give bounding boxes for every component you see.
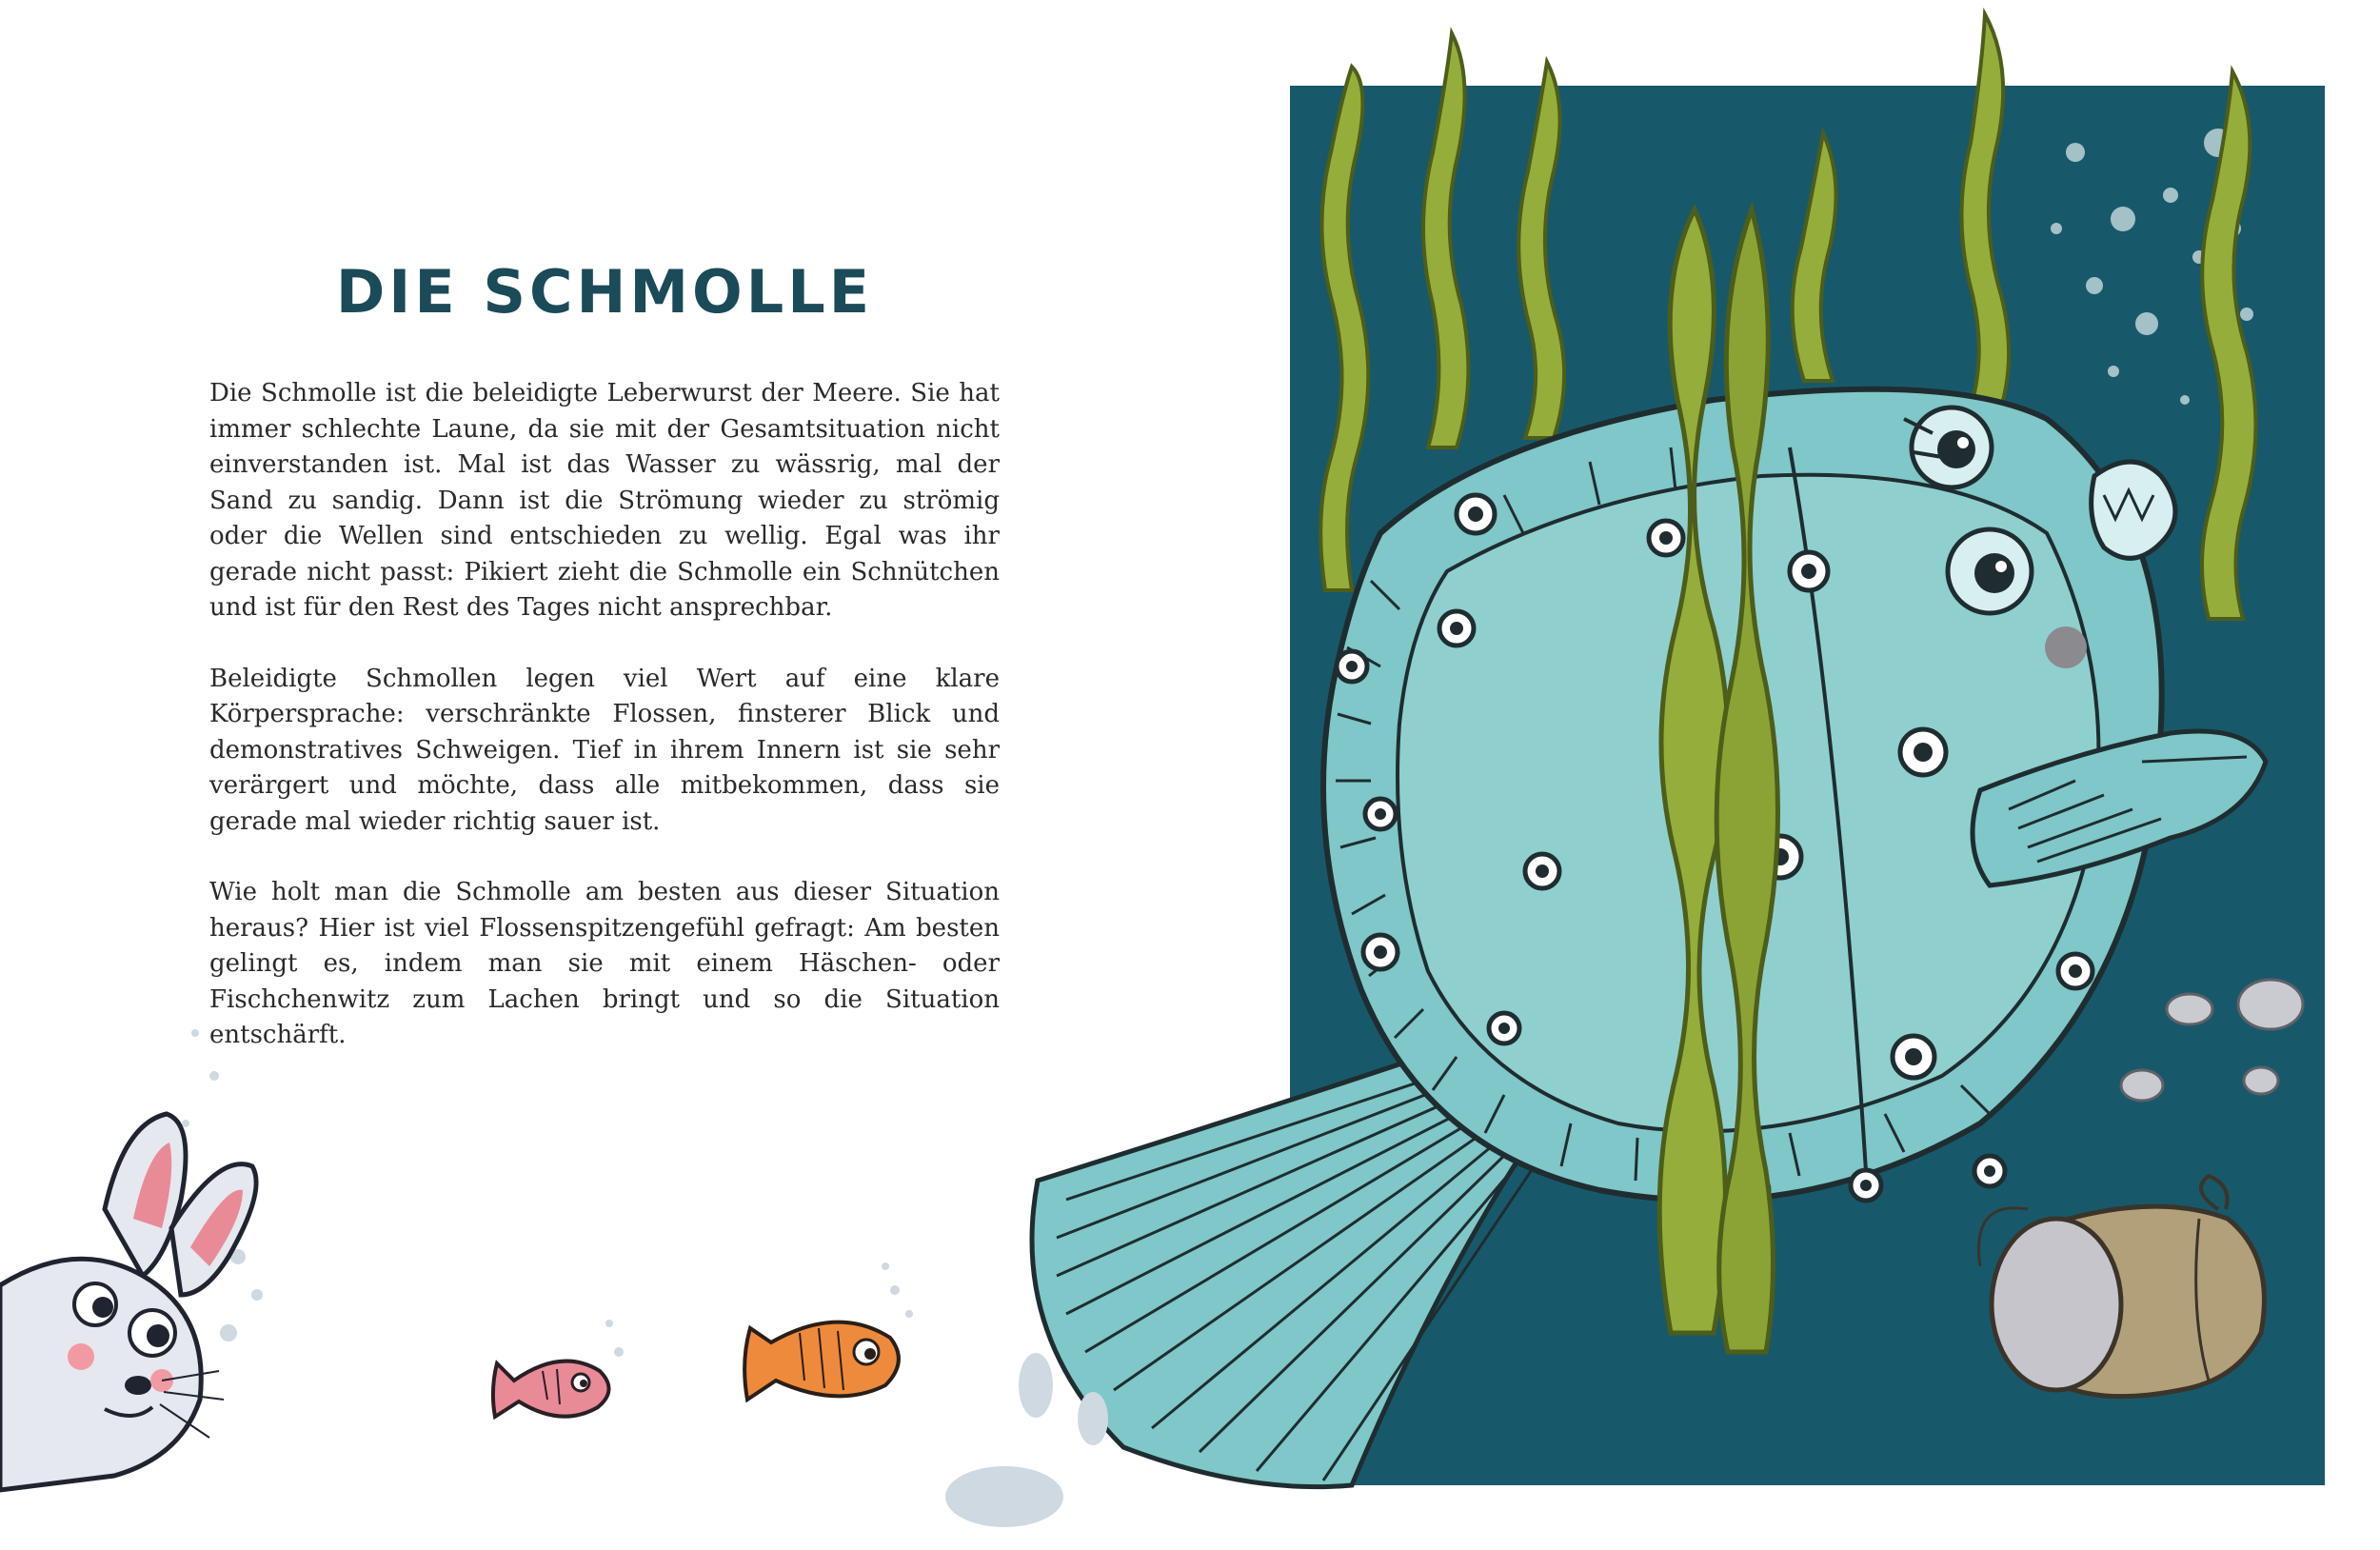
fish-mouth [2092,462,2175,558]
bubble-icon [605,1320,613,1327]
bubble-icon [614,1347,624,1357]
pebble-icon [2167,994,2212,1024]
bubble-icon [209,1071,219,1081]
bubble-icon [2066,143,2085,162]
bubble-icon [2051,223,2062,234]
bubble-icon [251,1289,263,1301]
pebble-icon [2121,1070,2163,1101]
outside-bubbles [182,1029,913,1357]
paragraph-1: Die Schmolle ist die beleidigte Leberwurst der Meere. Sie hat immer schlechte Laune, da sie mit der Gesamtsituation nicht einverstanden ist. Mal ist das Wasser zu wässrig, mal der Sand zu sandig. Dann ist die Strömung wieder zu strömig oder die Wellen sind entschieden zu wellig. Egal was ihr gerade nicht passt: Pikiert zieht die Schmolle ein Schnütchen und ist für den Rest des Tages nicht ansprechbar. [209,379,1000,622]
bubble-icon [2108,366,2119,377]
pebble-icon [2244,1067,2278,1094]
bubble-icon [2180,395,2190,405]
paragraph-3: Wie holt man die Schmolle am besten aus dieser Situation heraus? Hier ist viel Flossenspitzengefühl gefragt: Am besten gelingt es, indem man sie mit einem Häschen- oder Fischchenwitz zum Lachen bringt und so die Situation entschärft. [209,878,1000,1049]
bubble-icon [890,1285,900,1295]
pebble-icon [2238,980,2303,1029]
bubble-icon [905,1310,913,1318]
small-fish-icon [744,1322,899,1400]
bubble-icon [2135,312,2158,335]
bubble-icon [2240,308,2253,321]
bubble-icon [220,1324,237,1341]
bubble-icon [2163,188,2178,203]
bubble-icon [182,1120,189,1127]
small-fish-icon [493,1361,609,1417]
bubble-icon [191,1029,199,1037]
bubble-icon [882,1262,889,1270]
rabbit-icon [0,1114,256,1490]
page-title: DIE SCHMOLLE [335,257,874,327]
bubble-icon [2086,277,2103,294]
bubble-icon [2111,207,2135,231]
paragraph-2: Beleidigte Schmollen legen viel Wert auf eine klare Körpersprache: verschränkte Flossen, finsterer Blick und demonstratives Schweigen. Tief in ihrem Innern ist sie sehr verärgert und möchte, dass alle mitbekommen, dass sie gerade mal wieder richtig sauer ist. [209,664,1000,836]
